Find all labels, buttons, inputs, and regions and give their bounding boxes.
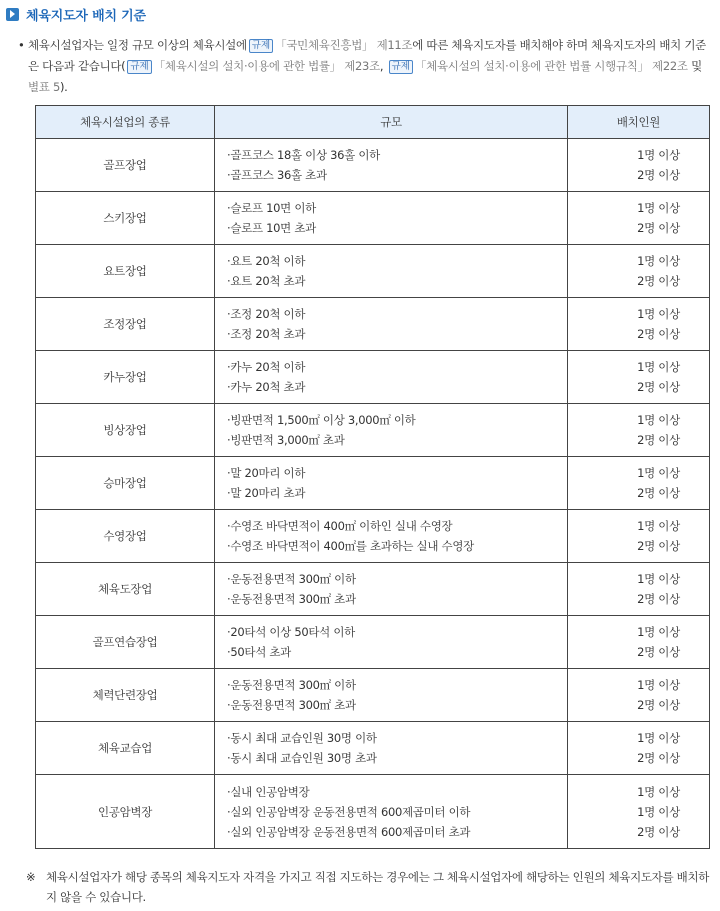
staff-count-cell [568,404,710,457]
intro-paragraph [18,35,716,98]
table-row [36,457,710,510]
scale-cell [215,457,568,510]
table-row [36,139,710,192]
page-title: 체육지도자 배치 기준 [26,8,146,24]
law-link-2[interactable]: 「체육시설의 설치·이용에 관한 법률」 제23조 [153,59,380,73]
facility-type-cell: 빙상장업 [36,404,215,457]
scale-line: ·빙판면적 1,500㎡ 이상 3,000㎡ 이하 [227,413,416,427]
note-mark: ※ [26,870,36,884]
scale-line: ·골프코스 36홀 초과 [227,168,327,182]
scale-line: ·운동전용면적 300㎡ 이하 [227,572,356,586]
scale-line: ·요트 20척 이하 [227,254,306,268]
staff-count-cell [568,563,710,616]
facility-type-cell: 체육교습업 [36,722,215,775]
staff-count-line: 2명 이상 [637,539,680,553]
staff-count-cell [568,775,710,849]
regulation-tag[interactable]: 규제 [389,60,413,74]
footnote [26,867,714,907]
scale-cell [215,616,568,669]
staff-count-cell [568,669,710,722]
staff-count-line: 1명 이상 [637,678,680,692]
staff-placement-table [35,105,710,849]
scale-line: ·운동전용면적 300㎡ 이하 [227,678,356,692]
staff-count-line: 1명 이상 [637,804,680,819]
table-row [36,510,710,563]
staff-count-line: 1명 이상 [637,307,680,321]
scale-line: ·실외 인공암벽장 운동전용면적 600제곱미터 초과 [227,824,471,839]
chevron-right-icon [6,8,19,21]
scale-line: ·조정 20척 이하 [227,307,306,321]
scale-cell [215,722,568,775]
facility-type-cell: 골프장업 [36,139,215,192]
staff-count-cell [568,245,710,298]
section-heading [6,5,146,23]
scale-line: ·말 20마리 이하 [227,466,306,480]
scale-cell [215,510,568,563]
scale-line: ·운동전용면적 300㎡ 초과 [227,592,356,606]
staff-count-line: 2명 이상 [637,698,680,712]
scale-line: ·수영조 바닥면적이 400㎡ 이하인 실내 수영장 [227,519,453,533]
staff-count-line: 1명 이상 [637,466,680,480]
scale-line: ·50타석 초과 [227,645,291,659]
facility-type-cell: 인공암벽장 [36,775,215,849]
facility-type-cell: 골프연습장업 [36,616,215,669]
table-row [36,616,710,669]
facility-type-cell: 스키장업 [36,192,215,245]
scale-cell [215,192,568,245]
staff-count-line: 2명 이상 [637,751,680,765]
staff-count-line: 2명 이상 [637,380,680,394]
bullet-marker: • [18,38,25,52]
staff-count-cell [568,457,710,510]
table-row [36,563,710,616]
staff-count-line: 1명 이상 [637,519,680,533]
staff-count-line: 1명 이상 [637,360,680,374]
scale-cell [215,404,568,457]
facility-type-cell: 요트장업 [36,245,215,298]
regulation-tag[interactable]: 규제 [127,60,151,74]
scale-cell [215,563,568,616]
regulation-tag[interactable]: 규제 [249,39,273,53]
staff-count-line: 2명 이상 [637,645,680,659]
staff-count-line: 2명 이상 [637,824,680,839]
table-row [36,669,710,722]
staff-count-line: 2명 이상 [637,274,680,288]
scale-line: ·실내 인공암벽장 [227,784,310,799]
scale-line: ·카누 20척 이하 [227,360,306,374]
staff-count-line: 1명 이상 [637,784,680,799]
facility-type-cell: 체육도장업 [36,563,215,616]
scale-line: ·수영조 바닥면적이 400㎡를 초과하는 실내 수영장 [227,539,474,553]
column-header: 배치인원 [568,106,710,139]
staff-count-cell [568,139,710,192]
scale-line: ·실외 인공암벽장 운동전용면적 600제곱미터 이하 [227,804,471,819]
scale-line: ·운동전용면적 300㎡ 초과 [227,698,356,712]
table-body [36,139,710,849]
scale-line: ·빙판면적 3,000㎡ 초과 [227,433,345,447]
scale-cell [215,775,568,849]
intro-text-4: 및 [691,59,702,73]
staff-count-line: 1명 이상 [637,572,680,586]
table-header-row [36,106,710,139]
staff-count-cell [568,298,710,351]
scale-line: ·슬로프 10면 초과 [227,221,316,235]
scale-line: ·골프코스 18홀 이상 36홀 이하 [227,148,380,162]
staff-count-line: 1명 이상 [637,201,680,215]
table-row [36,298,710,351]
scale-line: ·슬로프 10면 이하 [227,201,316,215]
facility-type-cell: 체력단련장업 [36,669,215,722]
scale-line: ·조정 20척 초과 [227,327,306,341]
staff-count-line: 1명 이상 [637,731,680,745]
staff-count-cell [568,510,710,563]
staff-count-line: 1명 이상 [637,148,680,162]
facility-type-cell: 승마장업 [36,457,215,510]
scale-cell [215,669,568,722]
staff-count-line: 2명 이상 [637,168,680,182]
staff-count-line: 2명 이상 [637,433,680,447]
scale-line: ·동시 최대 교습인원 30명 초과 [227,751,377,765]
table-row [36,404,710,457]
column-header: 체육시설업의 종류 [36,106,215,139]
staff-count-line: 1명 이상 [637,413,680,427]
scale-cell [215,245,568,298]
table-row [36,245,710,298]
scale-line: ·카누 20척 초과 [227,380,306,394]
facility-type-cell: 수영장업 [36,510,215,563]
scale-line: ·요트 20척 초과 [227,274,306,288]
scale-line: ·동시 최대 교습인원 30명 이하 [227,731,377,745]
staff-count-line: 1명 이상 [637,254,680,268]
staff-count-cell [568,616,710,669]
column-header: 규모 [215,106,568,139]
table-row [36,722,710,775]
table-row [36,192,710,245]
table-row [36,351,710,404]
scale-cell [215,351,568,404]
scale-line: ·말 20마리 초과 [227,486,306,500]
staff-count-line: 1명 이상 [637,625,680,639]
staff-count-cell [568,192,710,245]
scale-cell [215,298,568,351]
staff-count-line: 2명 이상 [637,592,680,606]
staff-count-line: 2명 이상 [637,486,680,500]
law-link-4[interactable]: 별표 5 [28,80,60,94]
intro-text-3: , [379,59,384,73]
scale-cell [215,139,568,192]
scale-line: ·20타석 이상 50타석 이하 [227,625,355,639]
staff-count-cell [568,351,710,404]
facility-type-cell: 조정장업 [36,298,215,351]
staff-count-line: 2명 이상 [637,221,680,235]
intro-text-5: ). [60,80,68,94]
intro-text-1: 체육시설업자는 일정 규모 이상의 체육시설에 [28,38,247,52]
law-link-3[interactable]: 「체육시설의 설치·이용에 관한 법률 시행규칙」 제22조 [414,59,688,73]
intro-text-2: 에 따른 체육지도자를 배치해야 하며 체육지도자의 배치 기준은 다음과 같습니다( [28,38,706,73]
staff-count-cell [568,722,710,775]
law-link-1[interactable]: 「국민체육진흥법」 제11조 [275,38,413,52]
staff-count-line: 2명 이상 [637,327,680,341]
note-text: 체육시설업자가 해당 종목의 체육지도자 자격을 가지고 직접 지도하는 경우에는 그 체육시설업자에 해당하는 인원의 체육지도자를 배치하지 않을 수 있습니다. [46,870,710,904]
facility-type-cell: 카누장업 [36,351,215,404]
table-row [36,775,710,849]
